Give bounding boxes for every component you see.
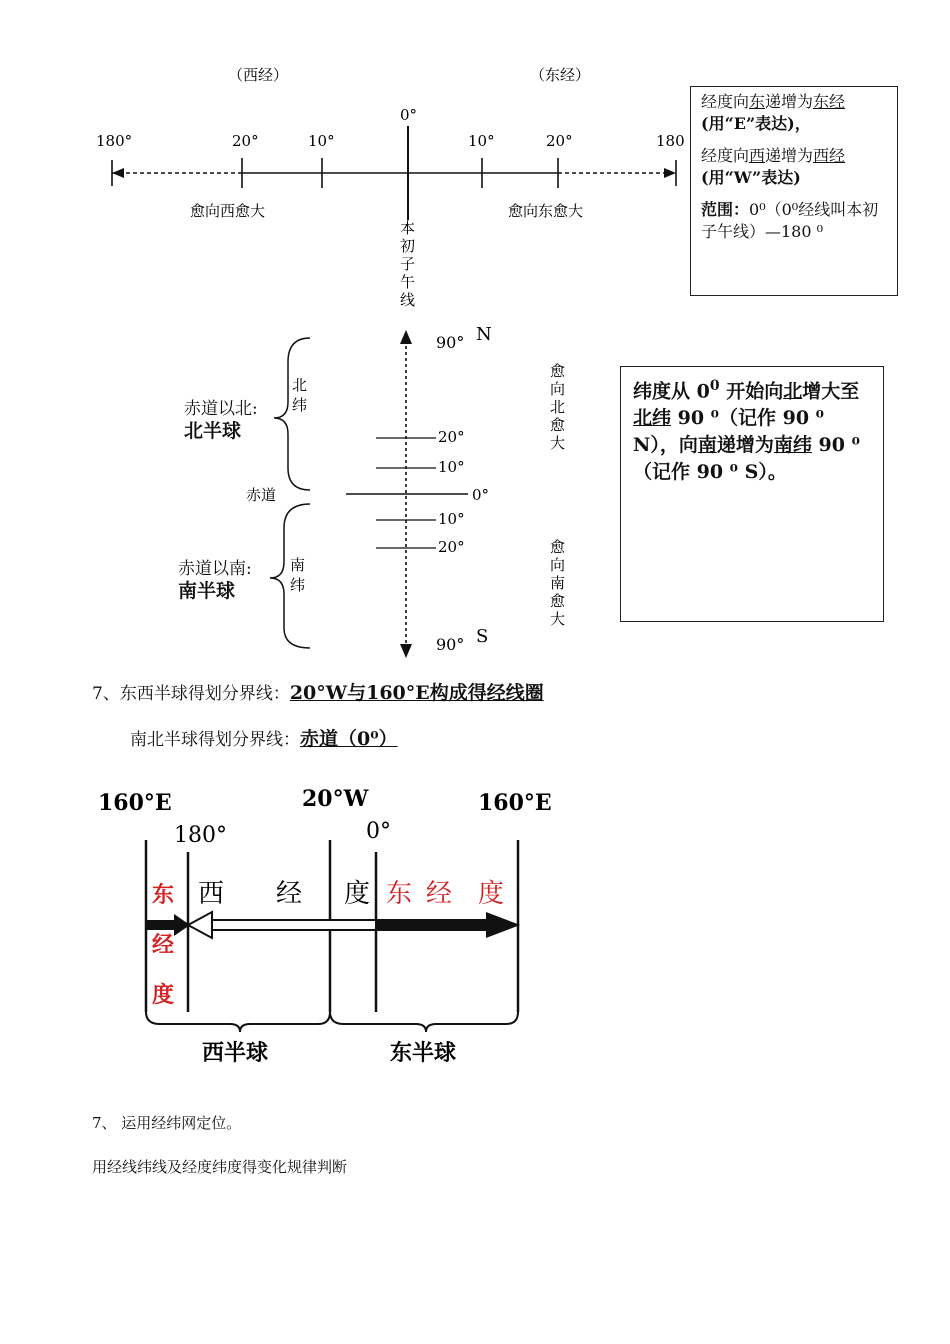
tick-n20: 20° [438, 428, 465, 446]
label-160e-right: 160°E [478, 790, 552, 816]
grid-positioning-heading: 7、 运用经纬网定位。 [92, 1114, 242, 1132]
label-20w: 20°W [302, 786, 369, 812]
east-lon-char: 度 [478, 879, 505, 909]
label-160e-left: 160°E [98, 790, 172, 816]
north-hemisphere-label: 北半球 [184, 420, 242, 442]
hemisphere-diagram [90, 780, 570, 1080]
tick-e180: 180 [656, 132, 685, 150]
east-increase-label: 愈向东愈大 [508, 202, 584, 220]
tick-e20: 20° [546, 132, 573, 150]
arrow-left-icon [112, 168, 124, 178]
ninety-n-label: 90° [436, 333, 465, 352]
longitude-diagram [0, 40, 690, 310]
west-increase-label: 愈向西愈大 [190, 202, 266, 220]
west-lon-char: 度 [344, 879, 371, 909]
north-lat-char: 北 [292, 376, 308, 394]
label-180: 180° [174, 823, 227, 848]
tick-s20: 20° [438, 538, 465, 556]
prime-meridian-char: 午 [400, 273, 416, 291]
west-hemisphere-brace [146, 1012, 330, 1032]
south-increase-char: 南 [550, 574, 566, 592]
longitude-range: 范围：0⁰（0⁰经线叫本初子午线）—180 ⁰ [701, 200, 879, 241]
ninety-s-label: 90° [436, 635, 465, 654]
east-hemisphere-label: 东半球 [390, 1040, 457, 1066]
east-lon-left-char: 度 [152, 982, 175, 1008]
arrow-right-icon [664, 168, 676, 178]
south-increase-char: 愈 [550, 592, 566, 610]
tick-zero: 0° [472, 486, 490, 504]
tick-w10: 10° [308, 132, 335, 150]
arrow-left-icon [188, 912, 212, 938]
south-hemisphere-label: 南半球 [178, 580, 236, 602]
north-side-label: 赤道以北: [184, 399, 258, 419]
grid-positioning-text: 用经线纬线及经度纬度得变化规律判断 [92, 1158, 348, 1176]
west-longitude-label: （西经） [228, 66, 289, 84]
south-increase-char: 愈 [550, 538, 566, 556]
east-longitude-rule: 经度向东递增为东经 (用“E”表达)， [701, 92, 846, 133]
east-lon-left-char: 经 [152, 932, 175, 958]
north-pole-label: N [476, 324, 492, 345]
east-lon-char: 经 [426, 879, 453, 909]
north-increase-char: 大 [550, 434, 566, 452]
arrow-right-icon [486, 912, 520, 938]
north-increase-char: 愈 [550, 416, 566, 434]
south-increase-char: 向 [550, 556, 566, 574]
tick-e10: 10° [468, 132, 495, 150]
tick-w20: 20° [232, 132, 259, 150]
arrow-down-icon [400, 644, 412, 658]
equator-label: 赤道 [246, 486, 277, 504]
east-lon-left-char: 东 [152, 882, 175, 908]
west-lon-char: 经 [276, 879, 303, 909]
hemisphere-boundary-ns: 南北半球得划分界线：赤道（0⁰） [130, 728, 398, 750]
prime-meridian-char: 子 [400, 255, 416, 273]
north-increase-char: 愈 [550, 362, 566, 380]
east-lon-char: 东 [386, 879, 413, 909]
east-hemisphere-brace [330, 1012, 518, 1032]
east-arrow-left-body [146, 920, 176, 930]
label-0: 0° [366, 819, 391, 844]
latitude-explanation-box: 纬度从 $0^0$ 开始向北增大至北纬 90 ⁰（记作 90 ⁰ N），向南递增为南纬 90 ⁰（记作 90 ⁰ S）。 [620, 366, 884, 622]
west-longitude-rule: 经度向西递增为西经 (用“W”表达) [701, 146, 846, 187]
south-lat-char: 南 [290, 556, 306, 574]
prime-meridian-char: 本 [400, 219, 416, 237]
tick-s10: 10° [438, 510, 465, 528]
latitude-diagram [160, 318, 600, 663]
north-lat-char: 纬 [292, 396, 308, 414]
tick-n10: 10° [438, 458, 465, 476]
arrow-up-icon [400, 330, 412, 344]
prime-meridian-char: 初 [400, 237, 416, 255]
north-increase-char: 向 [550, 380, 566, 398]
north-increase-char: 北 [550, 398, 566, 416]
south-increase-char: 大 [550, 610, 566, 628]
west-arrow-body [210, 920, 376, 930]
east-longitude-label: （东经） [530, 66, 591, 84]
east-arrow-body [376, 919, 488, 931]
longitude-explanation-box [690, 86, 898, 296]
prime-meridian-char: 线 [400, 291, 416, 309]
west-hemisphere-label: 西半球 [202, 1040, 269, 1066]
west-lon-char: 西 [198, 879, 225, 909]
north-brace [274, 338, 310, 490]
south-side-label: 赤道以南: [178, 559, 252, 579]
tick-w180: 180° [96, 132, 133, 150]
zero-degree-label: 0° [400, 106, 418, 124]
south-pole-label: S [476, 626, 489, 647]
hemisphere-boundary-ew: 7、东西半球得划分界线：20°W与160°E构成得经线圈 [92, 682, 544, 704]
south-lat-char: 纬 [290, 576, 306, 594]
